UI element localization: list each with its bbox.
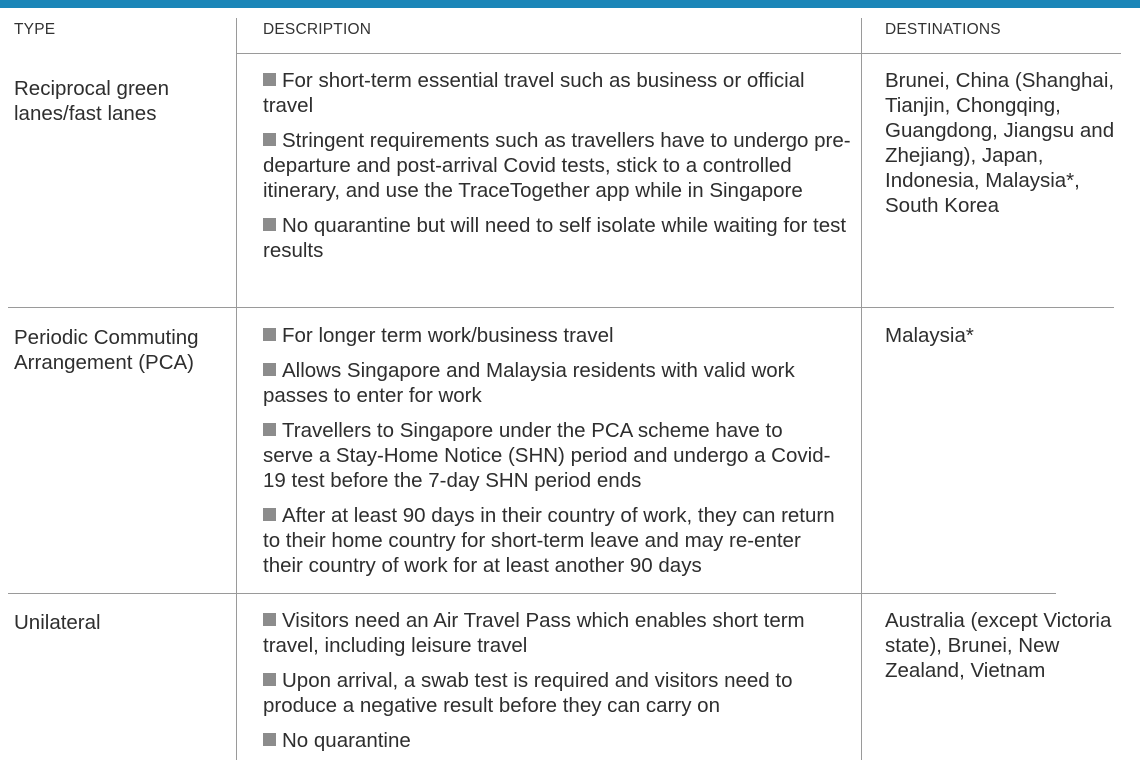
list-item: Travellers to Singapore under the PCA scheme have to serve a Stay-Home Notice (SHN) period and undergo a Covid-19 test before the 7-day SHN period ends: [263, 419, 831, 492]
row-type: Periodic Commuting Arrangement (PCA): [14, 326, 199, 374]
square-bullet-icon: [263, 423, 276, 436]
row-destinations: Australia (except Victoria state), Brunei, New Zealand, Vietnam: [885, 609, 1112, 682]
list-item: Allows Singapore and Malaysia residents with valid work passes to enter for work: [263, 359, 795, 407]
top-accent-bar: [0, 0, 1140, 8]
header-destinations: DESTINATIONS: [885, 21, 1001, 38]
list-item: No quarantine but will need to self isolate while waiting for test results: [263, 214, 847, 262]
list-item: For longer term work/business travel: [263, 323, 838, 348]
square-bullet-icon: [263, 733, 276, 746]
list-item: Visitors need an Air Travel Pass which enables short term travel, including leisure travel: [263, 609, 805, 657]
row-description: [263, 68, 853, 263]
row-type: Unilateral: [14, 611, 101, 634]
header-type: TYPE: [14, 21, 56, 38]
list-item: After at least 90 days in their country of work, they can return to their home country for short-term leave and may re-enter their country of work for at least another 90 days: [263, 504, 835, 577]
square-bullet-icon: [263, 218, 276, 231]
list-item: No quarantine: [263, 728, 843, 753]
row-description: [263, 608, 843, 753]
square-bullet-icon: [263, 328, 276, 341]
column-divider: [861, 18, 862, 760]
row-type: Reciprocal green lanes/fast lanes: [14, 77, 169, 125]
square-bullet-icon: [263, 673, 276, 686]
list-item: Stringent requirements such as travellers have to undergo pre-departure and post-arrival Covid tests, stick to a controlled itinerary, and use the TraceTogether app while in Singapore: [263, 129, 851, 202]
list-item: Upon arrival, a swab test is required and visitors need to produce a negative result before they can carry on: [263, 669, 793, 717]
column-divider: [236, 18, 237, 760]
square-bullet-icon: [263, 613, 276, 626]
row-destinations: Brunei, China (Shanghai, Tianjin, Chongqing, Guangdong, Jiangsu and Zhejiang), Japan, Indonesia, Malaysia*, South Korea: [885, 69, 1115, 217]
row-divider: [8, 307, 1114, 308]
row-destinations: Malaysia*: [885, 324, 974, 347]
header-divider: [237, 53, 1121, 54]
square-bullet-icon: [263, 363, 276, 376]
row-divider: [8, 593, 1056, 594]
square-bullet-icon: [263, 133, 276, 146]
header-description: DESCRIPTION: [263, 21, 372, 38]
square-bullet-icon: [263, 73, 276, 86]
square-bullet-icon: [263, 508, 276, 521]
list-item: For short-term essential travel such as business or official travel: [263, 69, 805, 117]
row-description: [263, 323, 838, 578]
